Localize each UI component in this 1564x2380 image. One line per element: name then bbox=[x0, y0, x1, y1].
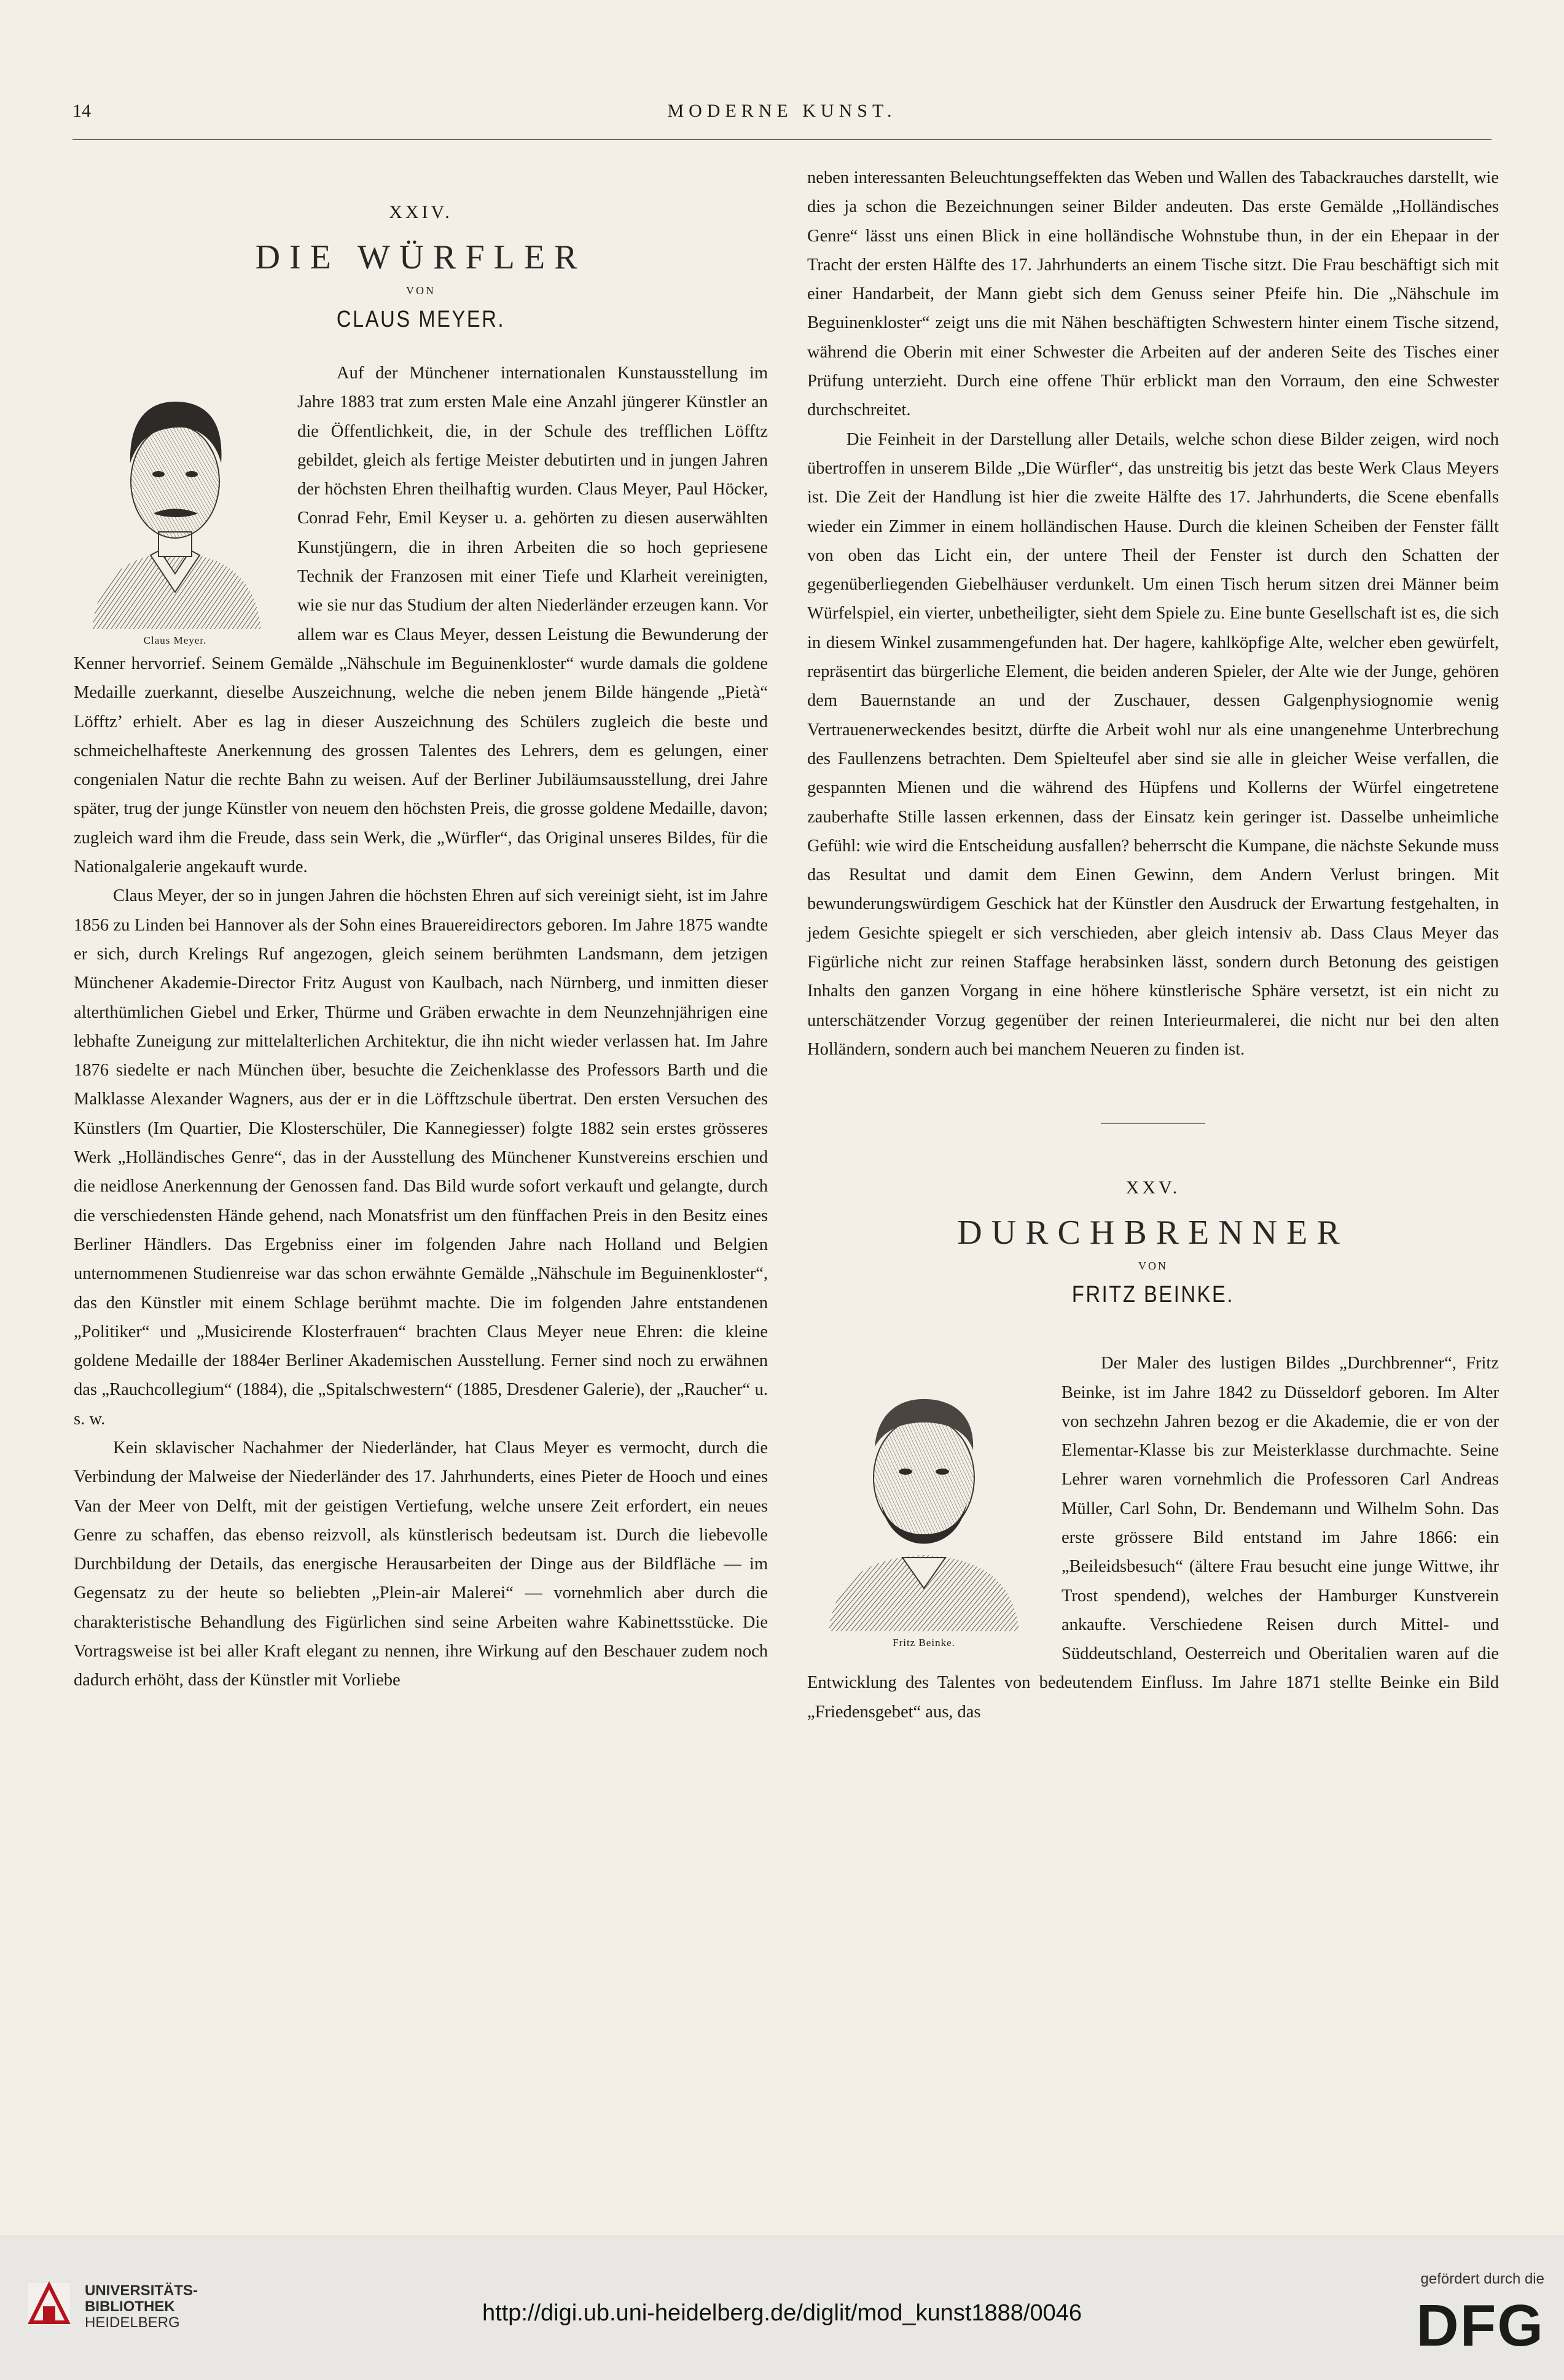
header-rule bbox=[72, 139, 1492, 140]
funding-note: gefördert durch die bbox=[1420, 2271, 1544, 2287]
running-head bbox=[72, 101, 1492, 131]
article-paragraph: Auf der Münchener internationalen Kunstausstellung im Jahre 1883 trat zum ersten Male eine Anzahl jüngerer Künstler an die Öffentlichkeit, die, in der Schule des trefflichen Löfftz gebildet, gleich als fertige Meister debutirten und in jungen Jahren der höchsten Ehren theilhaftig wurden. Claus Meyer, Paul Höcker, Conrad Fehr, Emil Keyser u. a. gehörten zu diesen auserwählten Kunstjüngern, die in ihren Arbeiten die so hoch gepriesene Technik der Franzosen mit einer Tiefe und Klarheit vereinigten, wie sie nur das Studium der alten Niederländer erzeugen kann. Vor allem war es Claus Meyer, dessen Leistung die Bewunderung der Kenner hervorrief. Seinem Gemälde „Nähschule im Beguinenkloster“ wurde damals die goldene Medaille zuerkannt, dieselbe Auszeichnung, welche die neben jenem Bilde hängende „Pietà“ Löfftz’ erhielt. Aber es lag in dieser Auszeichnung des Schülers zugleich die beste und schmeichelhafteste Anerkennung des grossen Talentes des Lehrers, dem es gelungen, einer congenialen Natur die rechte Bahn zu weisen. Auf der Berliner Jubiläumsausstellung, drei Jahre später, trug der junge Künstler von neuem den höchsten Preis, die grosse goldene Medaille, davon; zugleich ward ihm die Freude, dass sein Werk, die „Würfler“, das Original unseres Bildes, für die Nationalgalerie angekauft wurde. bbox=[74, 364, 768, 877]
article-paragraph: Die Feinheit in der Darstellung aller Details, welche schon diese Bilder zeigen, wird noch übertroffen in unserem Bilde „Die Würfler“, das unstreitig bis jetzt das beste Werk Claus Meyers ist. Die Zeit der Handlung ist hier die zweite Hälfte des 17. Jahrhunderts, die Scene ebenfalls wieder ein Zimmer in einem holländischen Hause. Durch die kleinen Scheiben der Fenster fällt von oben das Licht ein, der untere Theil der Fenster ist durch den Schatten der gegenüberliegenden Giebelhäuser verdunkelt. Um einen Tisch herum sitzen drei Männer beim Würfelspiel, ein vierter, unbetheiligter, sieht dem Spiele zu. Eine bunte Gesellschaft ist es, die sich in diesem Winkel zusammengefunden hat. Der hagere, kahlköpfige Alte, welcher eben gewürfelt, repräsentirt das bürgerliche Element, die beiden anderen Spieler, der Alte wie der Junge, gehören dem Bauernstande an und der Zuschauer, dessen Galgenphysiognomie wenig Vertrauenerweckendes besitzt, dürfte die Arbeit wohl nur als eine unangenehme Unterbrechung des Faullenzens betrachten. Dem Spielteufel aber sind sie alle in gleicher Weise verfallen, die gespannten Mienen und die während des Hüpfens und Kollerns der Würfel eingetretene zauberhafte Stille lassen erkennen, dass der Einsatz kein geringer ist. Dasselbe unheimliche Gefühl: wie wird die Entscheidung ausfallen? beherrscht die Kumpane, die nächste Sekunde muss das Resultat und damit dem Einen Gewinn, dem Andern Verlust bringen. Mit bewunderungswürdigem Geschick hat der Künstler den Ausdruck der Erwartung festgehalten, in jedem Gesichte spiegelt er sich verschieden, aber gleich intensiv ab. Dass Claus Meyer das Figürliche nicht zur reinen Staffage herabsinken lässt, sondern durch Betonung des geistigen Inhalts den ganzen Vorgang in eine höhere künstlerische Sphäre versetzt, ist ein nicht zu unterschätzender Vorzug gegenüber der reinen Interieurmalerei, die nicht nur bei den alten Holländern, sondern auch bei manchem Neueren zu finden ist. bbox=[807, 429, 1499, 1059]
article-author: CLAUS MEYER. bbox=[336, 306, 506, 332]
article-number: XXV. bbox=[1125, 1177, 1181, 1198]
section-separator bbox=[1101, 1123, 1205, 1124]
source-url-link[interactable]: http://digi.ub.uni-heidelberg.de/diglit/mod_kunst1888/0046 bbox=[482, 2300, 1082, 2326]
article-paragraph: Der Maler des lustigen Bildes „Durchbrenner“, Fritz Beinke, ist im Jahre 1842 zu Düsseldorf geboren. Im Alter von sechzehn Jahren bezog er die Akademie, die er von der Elementar-Klasse bis zur Meisterklasse durchmachte. Seine Lehrer waren vornehmlich die Professoren Carl Andreas Müller, Carl Sohn, Dr. Bendemann und Wilhelm Sohn. Das erste grössere Bild entstand im Jahre 1866: ein „Beileidsbesuch“ (ältere Frau besucht eine junge Wittwe, ihr Trost spendend), welches der Hamburger Kunstverein ankaufte. Verschiedene Reisen durch Mittel- und Süddeutschland, Oesterreich und Oberitalien waren auf die Entwicklung des Talentes von bedeutendem Einfluss. Im Jahre 1871 stellte Beinke ein Bild „Friedensgebet“ aus, das bbox=[807, 1354, 1499, 1722]
portrait-caption: Fritz Beinke. bbox=[893, 1637, 955, 1649]
article-author: FRITZ BEINKE. bbox=[1071, 1282, 1235, 1308]
article-title: DURCHBRENNER bbox=[957, 1214, 1349, 1252]
digitization-footer bbox=[0, 2236, 1564, 2380]
article-title: DIE WÜRFLER bbox=[255, 238, 587, 276]
library-name-line: HEIDELBERG bbox=[85, 2314, 180, 2331]
library-name-line: BIBLIOTHEK bbox=[85, 2298, 175, 2315]
article-paragraph: Claus Meyer, der so in jungen Jahren die höchsten Ehren auf sich vereinigt sieht, ist im Jahre 1856 zu Linden bei Hannover als der Sohn eines Brauereidirectors geboren. Im Jahre 1875 wandte er sich, durch Krelings Ruf angezogen, gleich seinem berühmten Landsmann, dem jetzigen Münchener Akademie-Director Fritz August von Kaulbach, nach Nürnberg, und inmitten dieser alterthümlichen Giebel und Erker, Thürme und Gräben erwachte in dem Neunzehnjährigen eine lebhafte Zuneigung zur mittelalterlichen Architektur, die ihn nicht wieder verlassen hat. Im Jahre 1876 siedelte er nach München über, besuchte die Zeichenklasse des Professors Barth und die Malklasse Alexander Wagners, aus der er in die Löfftzschule übertrat. Den ersten Versuchen des Künstlers (Im Quartier, Die Klosterschüler, Die Kannegiesser) folgte 1882 sein erstes grösseres Werk „Holländisches Genre“, das in der Ausstellung des Münchener Kunstvereins erschien und die neidlose Anerkennung der Genossen fand. Das Bild wurde sofort verkauft und gelangte, durch die verschiedensten Hände gehend, nach Monatsfrist um den fünffachen Preis in den Besitz eines Berliner Händlers. Das Ergebniss einer im folgenden Jahre nach Holland und Belgien unternommenen Studienreise war das schon erwähnte Gemälde „Nähschule im Beguinenkloster“, das den Künstler mit einem Schlage berühmt machte. Die im folgenden Jahre entstandenen „Politiker“ und „Musicirende Klosterfrauen“ brachten Claus Meyer neue Ehren: die kleine goldene Medaille der 1884er Berliner Akademischen Ausstellung. Ferner sind noch zu erwähnen das „Rauchcollegium“ (1884), die „Spitalschwestern“ (1885, Dresdener Galerie), der „Raucher“ u. s. w. bbox=[74, 886, 768, 1429]
article-number: XXIV. bbox=[389, 202, 453, 222]
portrait-fritz-beinke bbox=[807, 1373, 1041, 1651]
page-number: 14 bbox=[72, 101, 91, 121]
portrait-caption: Claus Meyer. bbox=[143, 634, 207, 646]
article-paragraph: Kein sklavischer Nachahmer der Niederländer, hat Claus Meyer es vermocht, durch die Verbindung der Malweise der Niederländer des 17. Jahrhunderts, eines Pieter de Hooch und eines Van der Meer von Delft, mit der geistigen Vertiefung, welche unsere Zeit erfordert, ein neues Genre zu schaffen, das ebenso reizvoll, als künstlerisch bedeutsam ist. Durch die liebevolle Durchbildung der Details, das energische Herausarbeiten der Dinge aus der Bildfläche — im Gegensatz zu der heute so beliebten „Plein-air Malerei“ — vornehmlich aber durch die charakteristische Behandlung des Figürlichen sind seine Arbeiten wahre Kabinettsstücke. Die Vortragsweise ist bei aller Kraft elegant zu nennen, ihre Wirkung auf den Beschauer zudem noch dadurch erhöht, dass der Künstler mit Vorliebe bbox=[74, 1438, 768, 1690]
dfg-logo: DFG bbox=[1416, 2293, 1544, 2359]
library-name-line: UNIVERSITÄTS- bbox=[85, 2282, 198, 2299]
portrait-claus-meyer bbox=[74, 371, 276, 649]
article-byline-von: VON bbox=[406, 284, 436, 297]
article-paragraph: neben interessanten Beleuchtungseffekten das Weben und Wallen des Tabackrauches darstellt, wie dies ja schon die Bezeichnungen seiner Bilder andeuten. Das erste Gemälde „Holländisches Genre“ lässt uns einen Blick in eine holländische Wohnstube thun, in der ein Ehepaar in der Tracht der ersten Hälfte des 17. Jahrhunderts an einem Tische sitzt. Die Frau beschäftigt sich mit einer Handarbeit, der Mann giebt sich dem Genuss seiner Pfeife hin. Die „Nähschule im Beguinenkloster“ zeigt uns die mit Nähen beschäftigten Schwestern hinter einem Tische sitzend, während die Oberin mit einer Schwester die Arbeiten auf der anderen Seite des Tisches einer Prüfung unterzieht. Durch eine offene Thür erblickt man den Vorraum, den eine Schwester durchschreitet. bbox=[807, 168, 1499, 420]
article-byline-von: VON bbox=[1138, 1260, 1168, 1273]
portrait-engraving-icon bbox=[816, 1373, 1031, 1631]
journal-title: MODERNE KUNST. bbox=[667, 101, 897, 121]
portrait-engraving-icon bbox=[80, 371, 270, 629]
right-column bbox=[807, 163, 1499, 1726]
left-column bbox=[74, 166, 768, 1695]
